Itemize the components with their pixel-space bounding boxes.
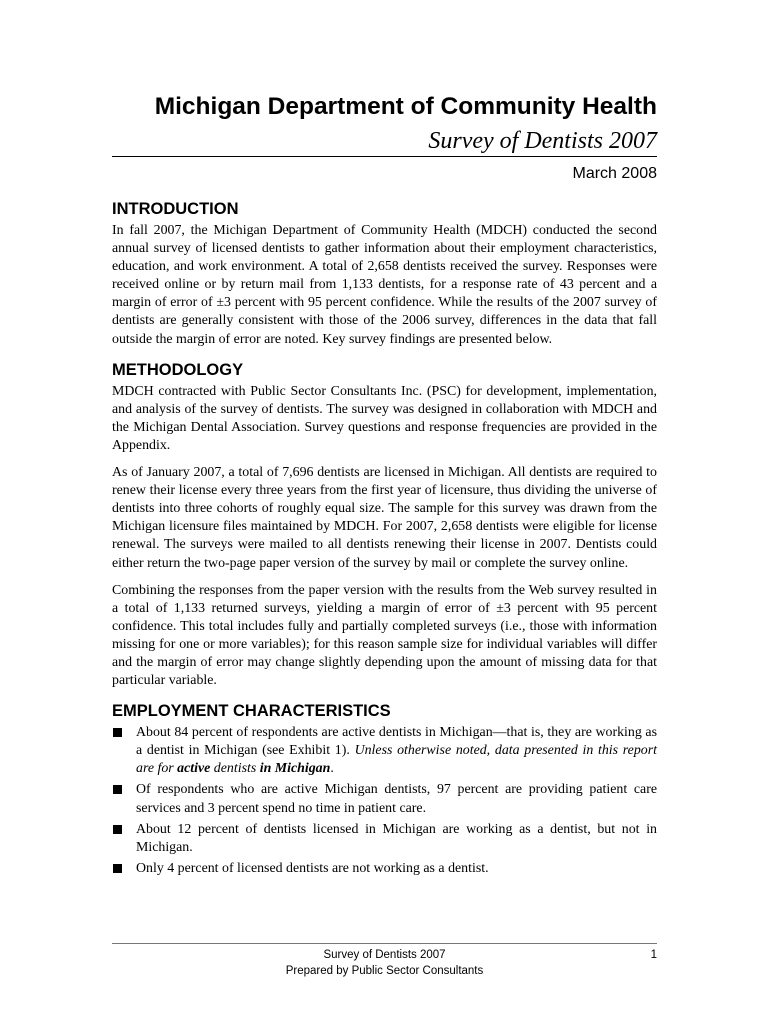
bullet-italic-note-2: dentists <box>210 761 260 777</box>
square-bullet-icon <box>113 825 122 834</box>
list-item <box>112 781 657 817</box>
list-item <box>112 821 657 857</box>
bullet-text: Only 4 percent of licensed dentists are not working as a dentist. <box>136 860 489 876</box>
bullet-italic-note: Unless otherwise noted, data presented in this report are for <box>136 743 657 777</box>
introduction-section <box>112 198 657 349</box>
footer-rule <box>112 943 657 944</box>
list-item <box>112 860 657 878</box>
square-bullet-icon <box>113 864 122 873</box>
employment-bullet-list <box>112 724 657 878</box>
bullet-emphasis-active: active <box>177 761 211 777</box>
bullet-text: About 84 percent of respondents are active dentists in Michigan—that is, they are working as a dentist in Michigan (see Exhibit 1). <box>136 725 657 759</box>
document-body <box>112 198 657 881</box>
introduction-heading: INTRODUCTION <box>112 200 239 218</box>
methodology-section <box>112 359 657 691</box>
methodology-paragraph-3: Combining the responses from the paper version with the results from the Web survey resulted in a total of 1,133 returned surveys, yielding a margin of error of ±3 percent with 95 percent confidence. This total includes fully and partially completed surveys (i.e., those with information missing for one or more variables); for this reason sample size for individual variables will differ and the margin of error may change slightly depending upon the amount of missing data for that particular variable. <box>112 582 657 689</box>
document-subtitle: Survey of Dentists 2007 <box>428 128 657 154</box>
footer-line-1: Survey of Dentists 2007 <box>323 949 446 961</box>
footer-line-2: Prepared by Public Sector Consultants <box>285 965 484 977</box>
page-number: 1 <box>650 949 657 961</box>
bullet-emphasis-michigan: in Michigan <box>259 761 331 777</box>
employment-heading: EMPLOYMENT CHARACTERISTICS <box>112 702 391 721</box>
bullet-end: . <box>330 761 334 777</box>
methodology-paragraph-1: MDCH contracted with Public Sector Consultants Inc. (PSC) for development, implementation, and analysis of the survey of dentists. The survey was designed in collaboration with MDCH and the Michigan Dental Association. Survey questions and response frequencies are provided in the Appendix. <box>112 383 657 453</box>
introduction-paragraph: In fall 2007, the Michigan Department of Community Health (MDCH) conducted the second annual survey of licensed dentists to gather information about their employment characteristics, education, and work environment. A total of 2,658 dentists received the survey. Responses were received online or by return mail from 1,133 dentists, for a response rate of 43 percent and a margin of error of ±3 percent with 95 percent confidence. While the results of the 2007 survey of dentists are generally consistent with those of the 2006 survey, differences in the data that fall outside the margin of error are noted. Key survey findings are presented below. <box>112 223 657 347</box>
document-date: March 2008 <box>572 165 657 182</box>
methodology-paragraph-2: As of January 2007, a total of 7,696 dentists are licensed in Michigan. All dentists are required to renew their license every three years from the first year of licensure, thus dividing the universe of dentists into three cohorts of roughly equal size. The sample for this survey was drawn from the Michigan licensure files maintained by MDCH. For 2007, 2,658 dentists were eligible for license renewal. The surveys were mailed to all dentists renewing their license in 2007. Dentists could either return the two-page paper version of the survey by mail or complete the survey online. <box>112 465 657 571</box>
employment-section <box>112 700 657 878</box>
header-rule <box>112 156 657 157</box>
bullet-text: Of respondents who are active Michigan dentists, 97 percent are providing patient care services and 3 percent spend no time in patient care. <box>136 782 657 816</box>
document-title: Michigan Department of Community Health <box>154 93 657 120</box>
bullet-text: About 12 percent of dentists licensed in Michigan are working as a dentist, but not in Michigan. <box>136 821 657 855</box>
square-bullet-icon <box>113 728 122 737</box>
methodology-heading: METHODOLOGY <box>112 360 244 379</box>
footer <box>112 947 657 979</box>
square-bullet-icon <box>113 785 122 794</box>
list-item <box>112 724 657 778</box>
